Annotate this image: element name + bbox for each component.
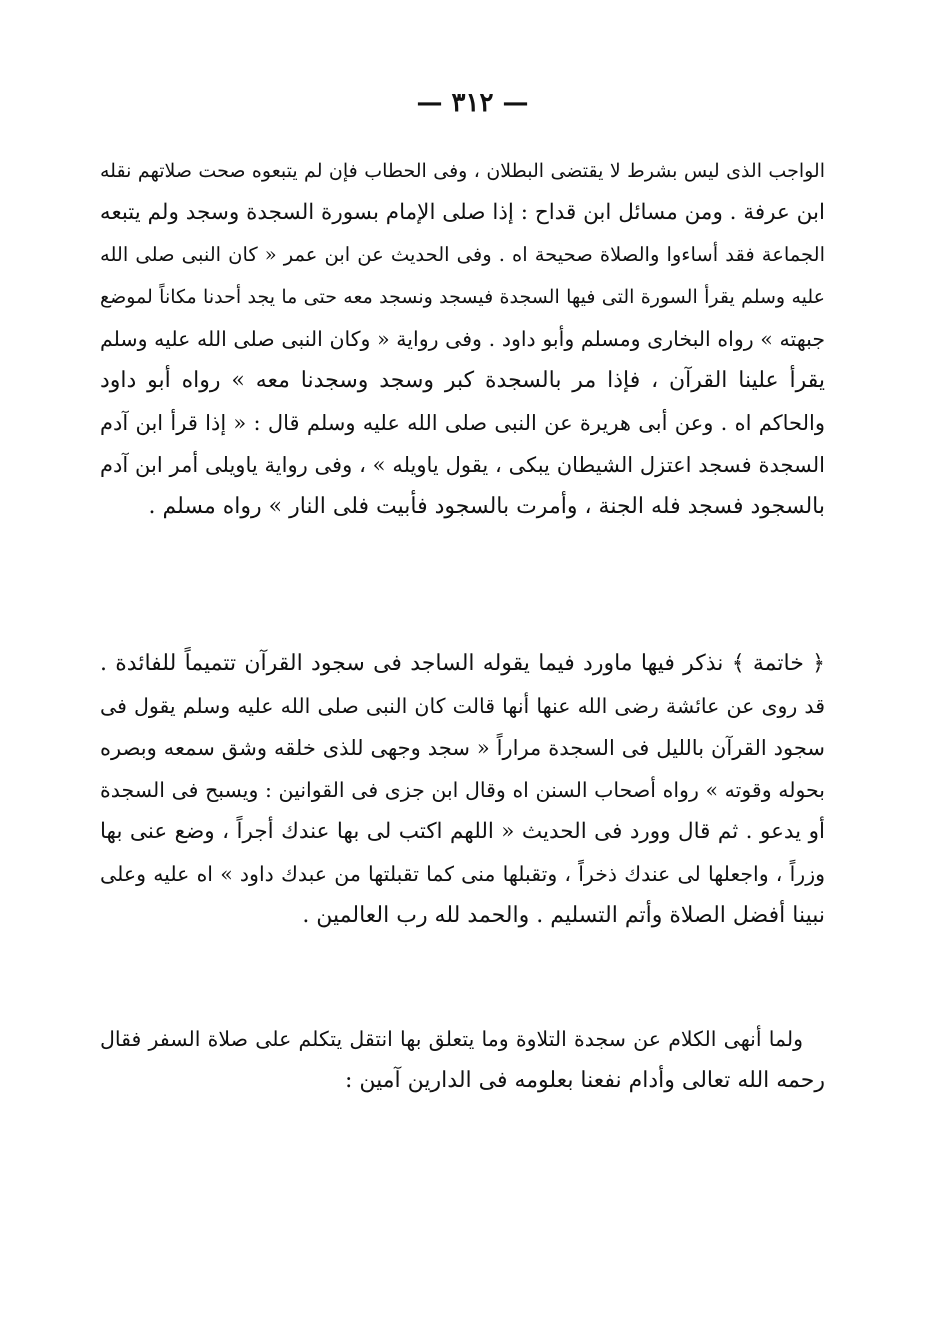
text-line: عليه وسلم يقرأ السورة التى فيها السجدة فيسجد ونسجد معه حتى ما يجد أحدنا مكاناً لموضع	[100, 286, 825, 308]
text-line: بالسجود فسجد فله الجنة ، وأمرت بالسجود فأبيت فلى النار » رواه مسلم .	[148, 494, 825, 519]
paragraph-conclusion	[100, 643, 825, 937]
text-line: نبينا أفضل الصلاة وأتم التسليم . والحمد لله رب العالمين .	[302, 903, 825, 928]
text-line: رحمه الله تعالى وأدام نفعنا بعلومه فى الدارين آمين :	[344, 1068, 825, 1093]
page-number: — ٣١٢ —	[416, 88, 529, 118]
text-line: قد روى عن عائشة رضى الله عنها أنها قالت كان النبى صلى الله عليه وسلم يقول فى	[100, 694, 825, 718]
text-line: السجدة فسجد اعتزل الشيطان يبكى ، يقول ياويله » ، وفى رواية ياويلى أمر ابن آدم	[100, 453, 825, 477]
paragraph-main-text	[100, 150, 825, 528]
text-line: الواجب الذى ليس بشرط لا يقتضى البطلان ، وفى الحطاب فإن لم يتبعوه صحت صلاتهم نقله	[100, 160, 825, 182]
paragraph-transition	[100, 1018, 825, 1102]
text-line: ابن عرفة . ومن مسائل ابن قداح : إذا صلى الإمام بسورة السجدة وسجد ولم يتبعه	[100, 200, 825, 225]
text-line: وزراً ، واجعلها لى عندك ذخراً ، وتقبلها منى كما تقبلتها من عبدك داود » اه عليه وعلى	[100, 862, 825, 886]
text-line: والحاكم اه . وعن أبى هريرة عن النبى صلى الله عليه وسلم قال : « إذا قرأ ابن آدم	[100, 411, 825, 435]
text-line: الجماعة فقد أساءوا والصلاة صحيحة اه . وفى الحديث عن ابن عمر « كان النبى صلى الله	[100, 243, 825, 266]
text-line: بحوله وقوته » رواه أصحاب السنن اه وقال ابن جزى فى القوانين : ويسبح فى السجدة	[100, 778, 825, 802]
text-line: يقرأ علينا القرآن ، فإذا مر بالسجدة كبر وسجد وسجدنا معه » رواه أبو داود	[100, 368, 825, 393]
text-line: أو يدعو . ثم قال وورد فى الحديث « اللهم اكتب لى بها عندك أجراً ، وضع عنى بها	[100, 819, 825, 844]
text-line: جبهته » رواه البخارى ومسلم وأبو داود . وفى رواية « وكان النبى صلى الله عليه وسلم	[100, 327, 825, 351]
text-line: ولما أنهى الكلام عن سجدة التلاوة وما يتعلق بها انتقل يتكلم على صلاة السفر فقال	[100, 1027, 803, 1051]
text-line: ﴿ خاتمة ﴾ نذكر فيها ماورد فيما يقوله الساجد فى سجود القرآن تتميماً للفائدة .	[100, 651, 825, 676]
text-line: سجود القرآن بالليل فى السجدة مراراً « سجد وجهى للذى خلقه وشق سمعه وبصره	[100, 736, 825, 760]
